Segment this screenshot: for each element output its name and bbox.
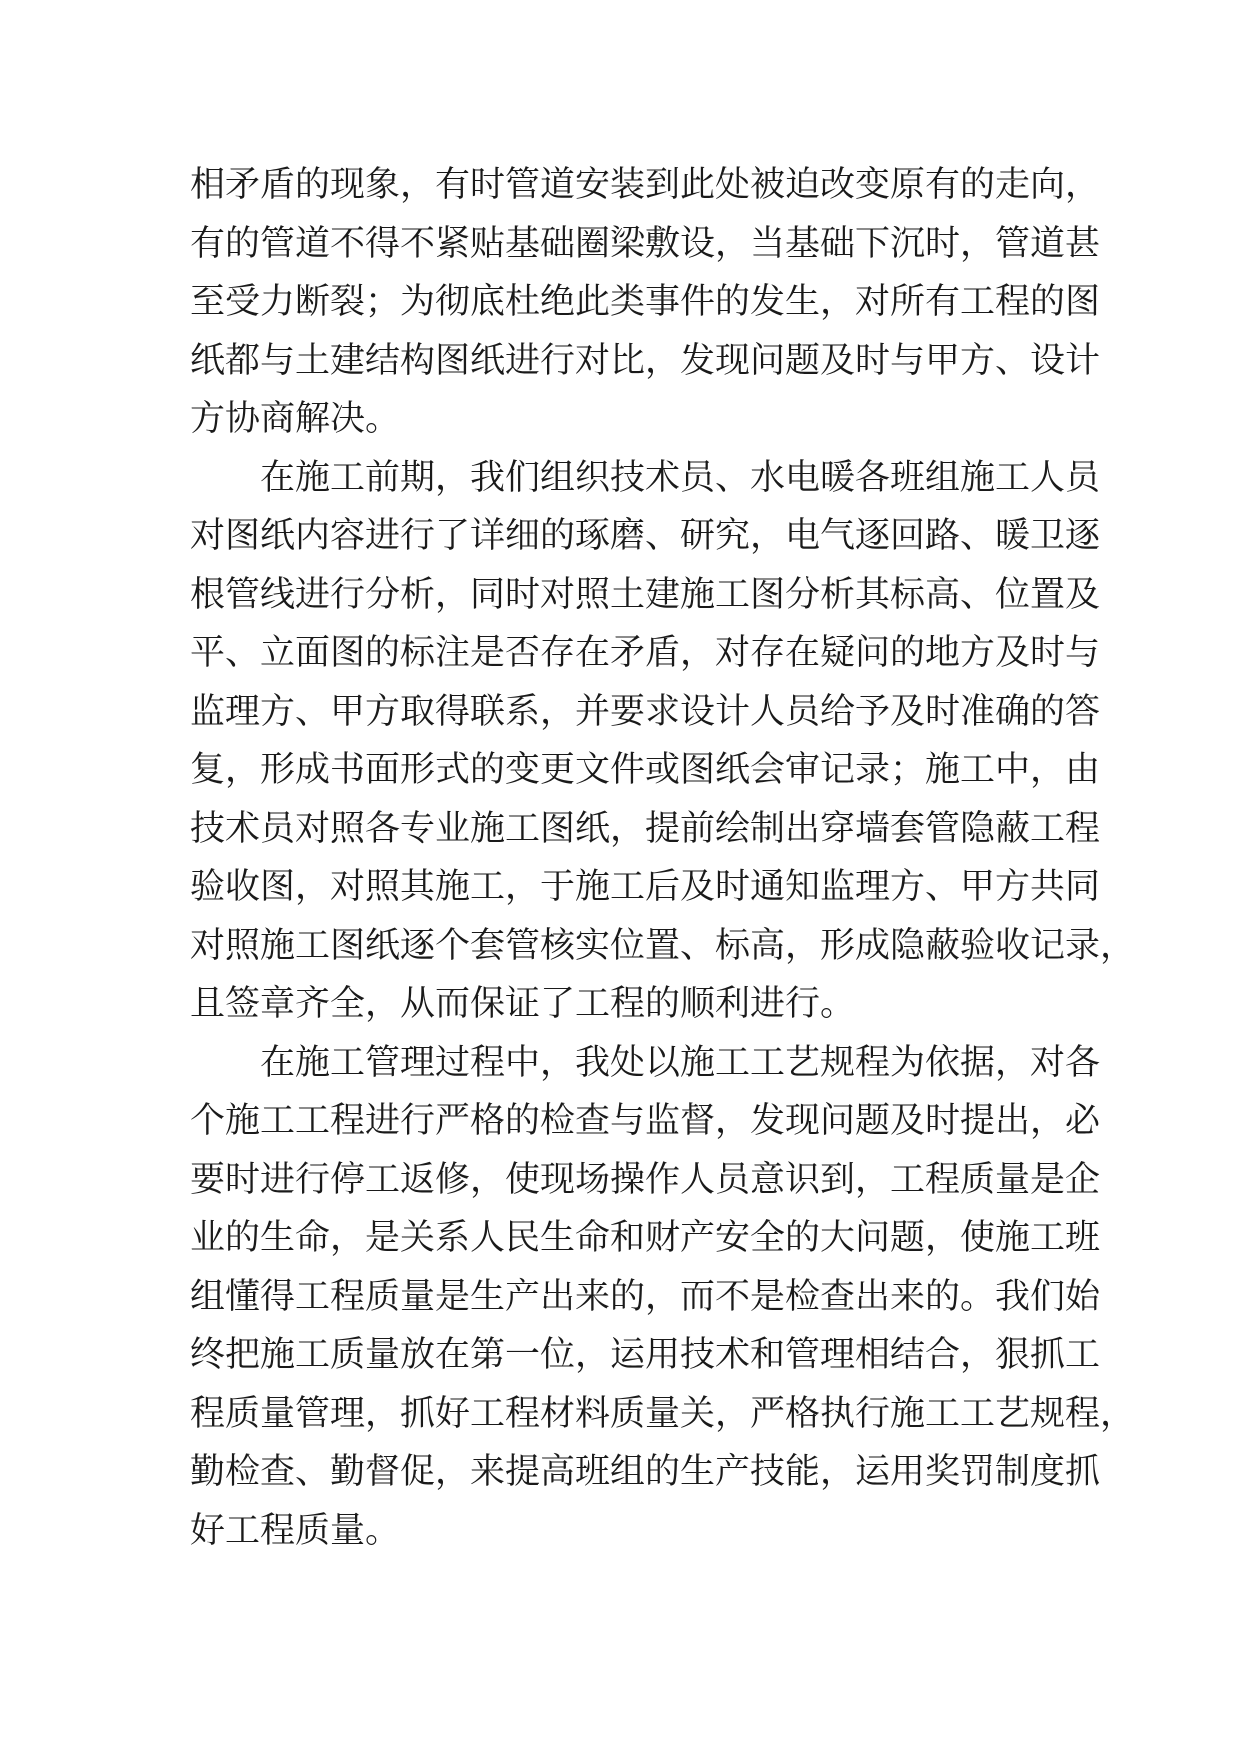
text-line: 技术员对照各专业施工图纸，提前绘制出穿墙套管隐蔽工程 [190,808,1101,849]
paragraph-1 [190,156,1101,449]
text-line: 验收图，对照其施工，于施工后及时通知监理方、甲方共同 [190,867,1101,907]
text-line: 复，形成书面形式的变更文件或图纸会审记录；施工中，由 [190,750,1101,790]
text-line: 对图纸内容进行了详细的琢磨、研究，电气逐回路、暖卫逐 [190,516,1101,556]
text-line: 方协商解决。 [190,399,401,439]
text-line: 有的管道不得不紧贴基础圈梁敷设，当基础下沉时，管道甚 [190,223,1101,264]
text-line: 纸都与土建结构图纸进行对比，发现问题及时与甲方、设计 [190,340,1101,381]
text-line: 根管线进行分析，同时对照土建施工图分析其标高、位置及 [190,574,1101,615]
text-line: 程质量管理，抓好工程材料质量关，严格执行施工工艺规程， [190,1393,1136,1434]
text-line: 对照施工图纸逐个套管核实位置、标高，形成隐蔽验收记录， [190,925,1136,966]
text-line: 好工程质量。 [190,1510,401,1551]
text-line: 监理方、甲方取得联系，并要求设计人员给予及时准确的答 [190,691,1101,732]
document-body [190,156,1136,1560]
text-line: 至受力断裂；为彻底杜绝此类事件的发生，对所有工程的图 [190,282,1101,322]
text-line: 在施工前期，我们组织技术员、水电暖各班组施工人员 [260,457,1101,498]
text-line: 业的生命，是关系人民生命和财产安全的大问题，使施工班 [190,1218,1101,1258]
paragraph-3 [190,1034,1136,1561]
text-line: 相矛盾的现象，有时管道安装到此处被迫改变原有的走向， [190,165,1101,205]
text-line: 组懂得工程质量是生产出来的，而不是检查出来的。我们始 [190,1276,1101,1317]
text-line: 要时进行停工返修，使现场操作人员意识到，工程质量是企 [190,1159,1101,1200]
text-line: 在施工管理过程中，我处以施工工艺规程为依据，对各 [260,1042,1101,1083]
text-line: 终把施工质量放在第一位，运用技术和管理相结合，狠抓工 [190,1335,1101,1375]
text-line: 且签章齐全，从而保证了工程的顺利进行。 [190,984,856,1024]
text-line: 个施工工程进行严格的检查与监督，发现问题及时提出，必 [190,1101,1101,1141]
text-line: 勤检查、勤督促，来提高班组的生产技能，运用奖罚制度抓 [190,1452,1101,1492]
text-line: 平、立面图的标注是否存在矛盾，对存在疑问的地方及时与 [190,633,1101,673]
paragraph-2 [190,449,1136,1034]
